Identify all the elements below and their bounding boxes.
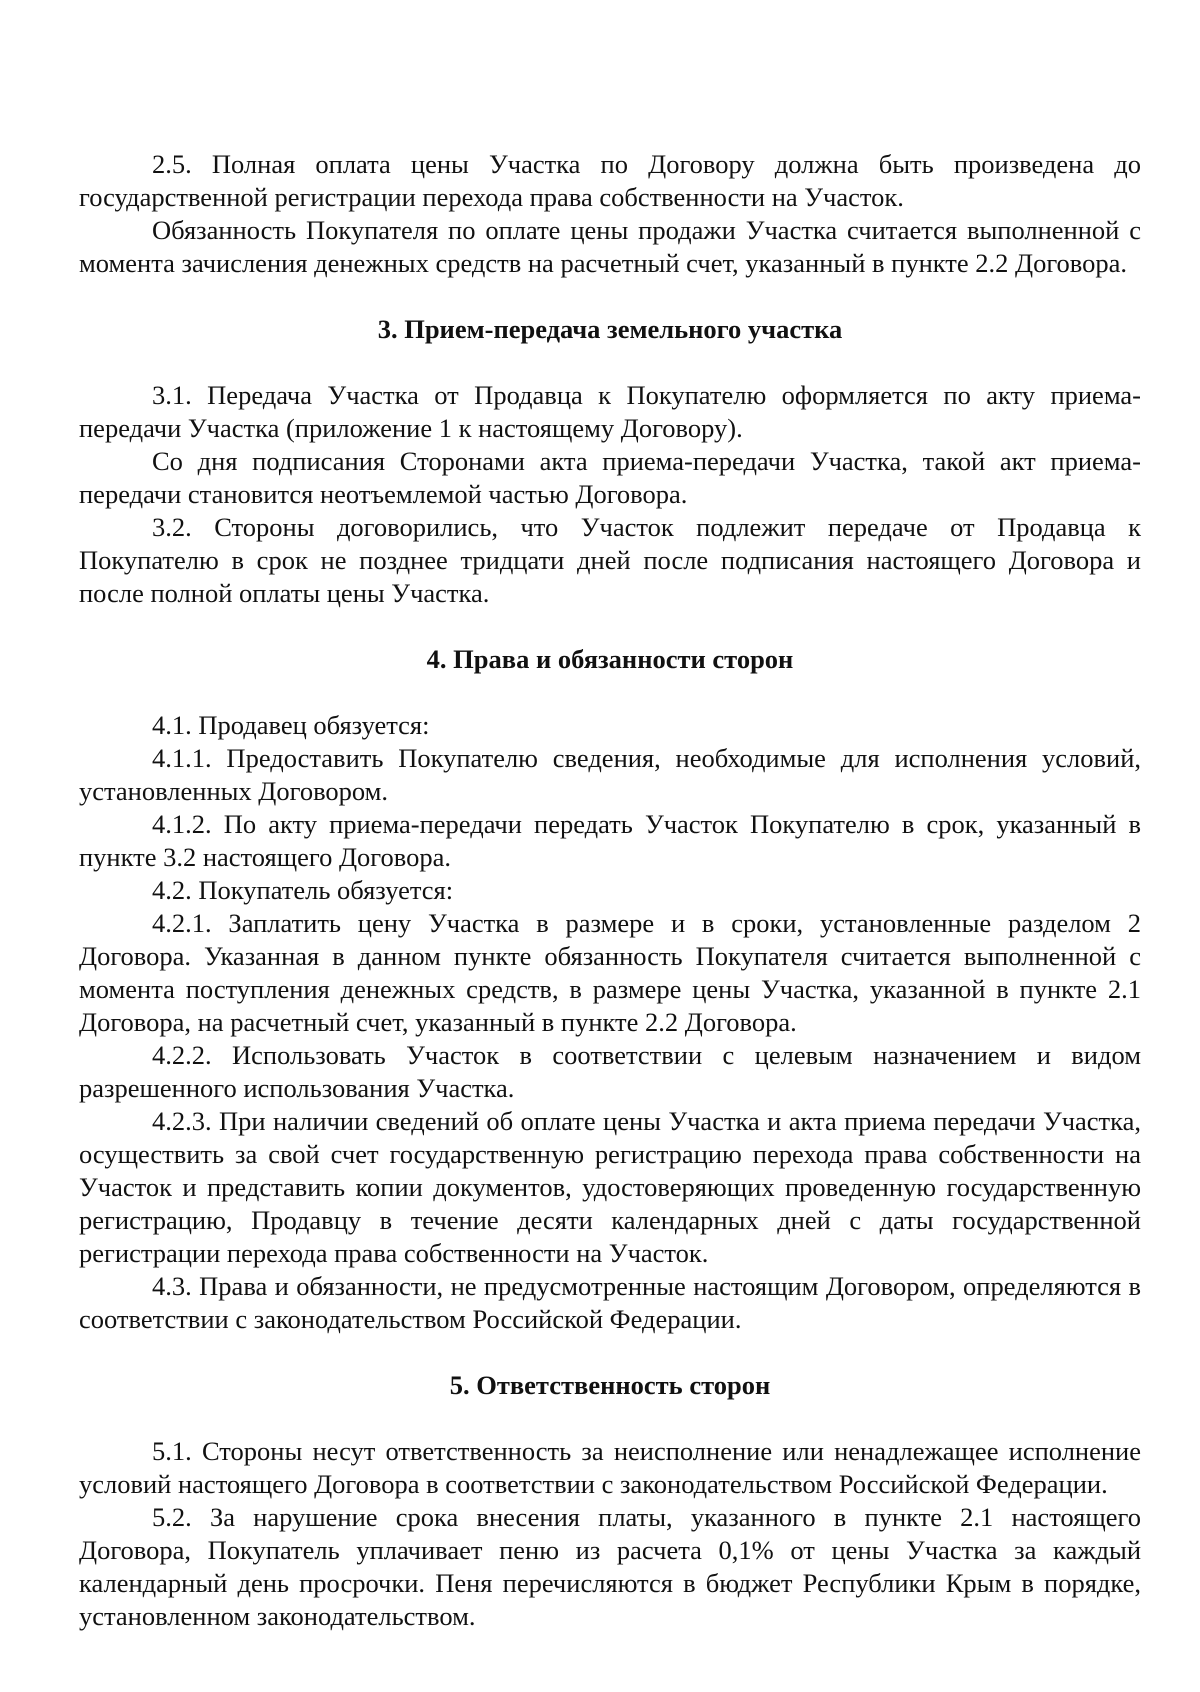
- clause-4-2: 4.2. Покупатель обязуется:: [152, 875, 454, 905]
- clause-4-2-3: 4.2.3. При наличии сведений об оплате цены Участка и акта приема передачи Участка, осуществить за свой счет государственную регистрацию перехода права собственности на Участок и представить копии документов, удостоверяющих проведенную государственную регистрацию, Продавцу в течение десяти календарных дней с даты государственной регистрации перехода права собственности на Участок.: [79, 1106, 1141, 1268]
- clause-4-2-2: 4.2.2. Использовать Участок в соответствии с целевым назначением и видом разрешенного использования Участка.: [79, 1040, 1141, 1103]
- clause-3-1-continuation: Со дня подписания Сторонами акта приема-передачи Участка, такой акт приема-передачи становится неотъемлемой частью Договора.: [79, 446, 1141, 509]
- clause-3-1: 3.1. Передача Участка от Продавца к Покупателю оформляется по акту приема-передачи Участка (приложение 1 к настоящему Договору).: [79, 380, 1141, 443]
- clause-3-2: 3.2. Стороны договорились, что Участок подлежит передаче от Продавца к Покупателю в срок не позднее тридцати дней после подписания настоящего Договора и после полной оплаты цены Участка.: [79, 512, 1141, 608]
- clause-4-1-1: 4.1.1. Предоставить Покупателю сведения, необходимые для исполнения условий, установленных Договором.: [79, 743, 1141, 806]
- clause-5-2: 5.2. За нарушение срока внесения платы, указанного в пункте 2.1 настоящего Договора, Покупатель уплачивает пеню из расчета 0,1% от цены Участка за каждый календарный день просрочки. Пеня перечисляются в бюджет Республики Крым в порядке, установленном законодательством.: [79, 1502, 1141, 1631]
- clause-4-2-1: 4.2.1. Заплатить цену Участка в размере и в сроки, установленные разделом 2 Договора. Указанная в данном пункте обязанность Покупателя считается выполненной с момента поступления денежных средств, в размере цены Участка, указанной в пункте 2.1 Договора, на расчетный счет, указанный в пункте 2.2 Договора.: [79, 908, 1141, 1037]
- clause-2-5: 2.5. Полная оплата цены Участка по Договору должна быть произведена до государственной регистрации перехода права собственности на Участок.: [79, 149, 1141, 212]
- clause-5-1: 5.1. Стороны несут ответственность за неисполнение или ненадлежащее исполнение условий настоящего Договора в соответствии с законодательством Российской Федерации.: [79, 1436, 1141, 1499]
- clause-4-3: 4.3. Права и обязанности, не предусмотренные настоящим Договором, определяются в соответствии с законодательством Российской Федерации.: [79, 1271, 1141, 1334]
- clause-4-1: 4.1. Продавец обязуется:: [152, 710, 430, 740]
- clause-4-1-2: 4.1.2. По акту приема-передачи передать Участок Покупателю в срок, указанный в пункте 3.2 настоящего Договора.: [79, 809, 1141, 872]
- section-4-heading: 4. Права и обязанности сторон: [426, 644, 794, 674]
- clause-2-5-continuation: Обязанность Покупателя по оплате цены продажи Участка считается выполненной с момента зачисления денежных средств на расчетный счет, указанный в пункте 2.2 Договора.: [79, 215, 1141, 278]
- section-3-heading: 3. Прием-передача земельного участка: [377, 314, 843, 344]
- document-body: [79, 148, 1141, 1633]
- section-5-heading: 5. Ответственность сторон: [449, 1370, 771, 1400]
